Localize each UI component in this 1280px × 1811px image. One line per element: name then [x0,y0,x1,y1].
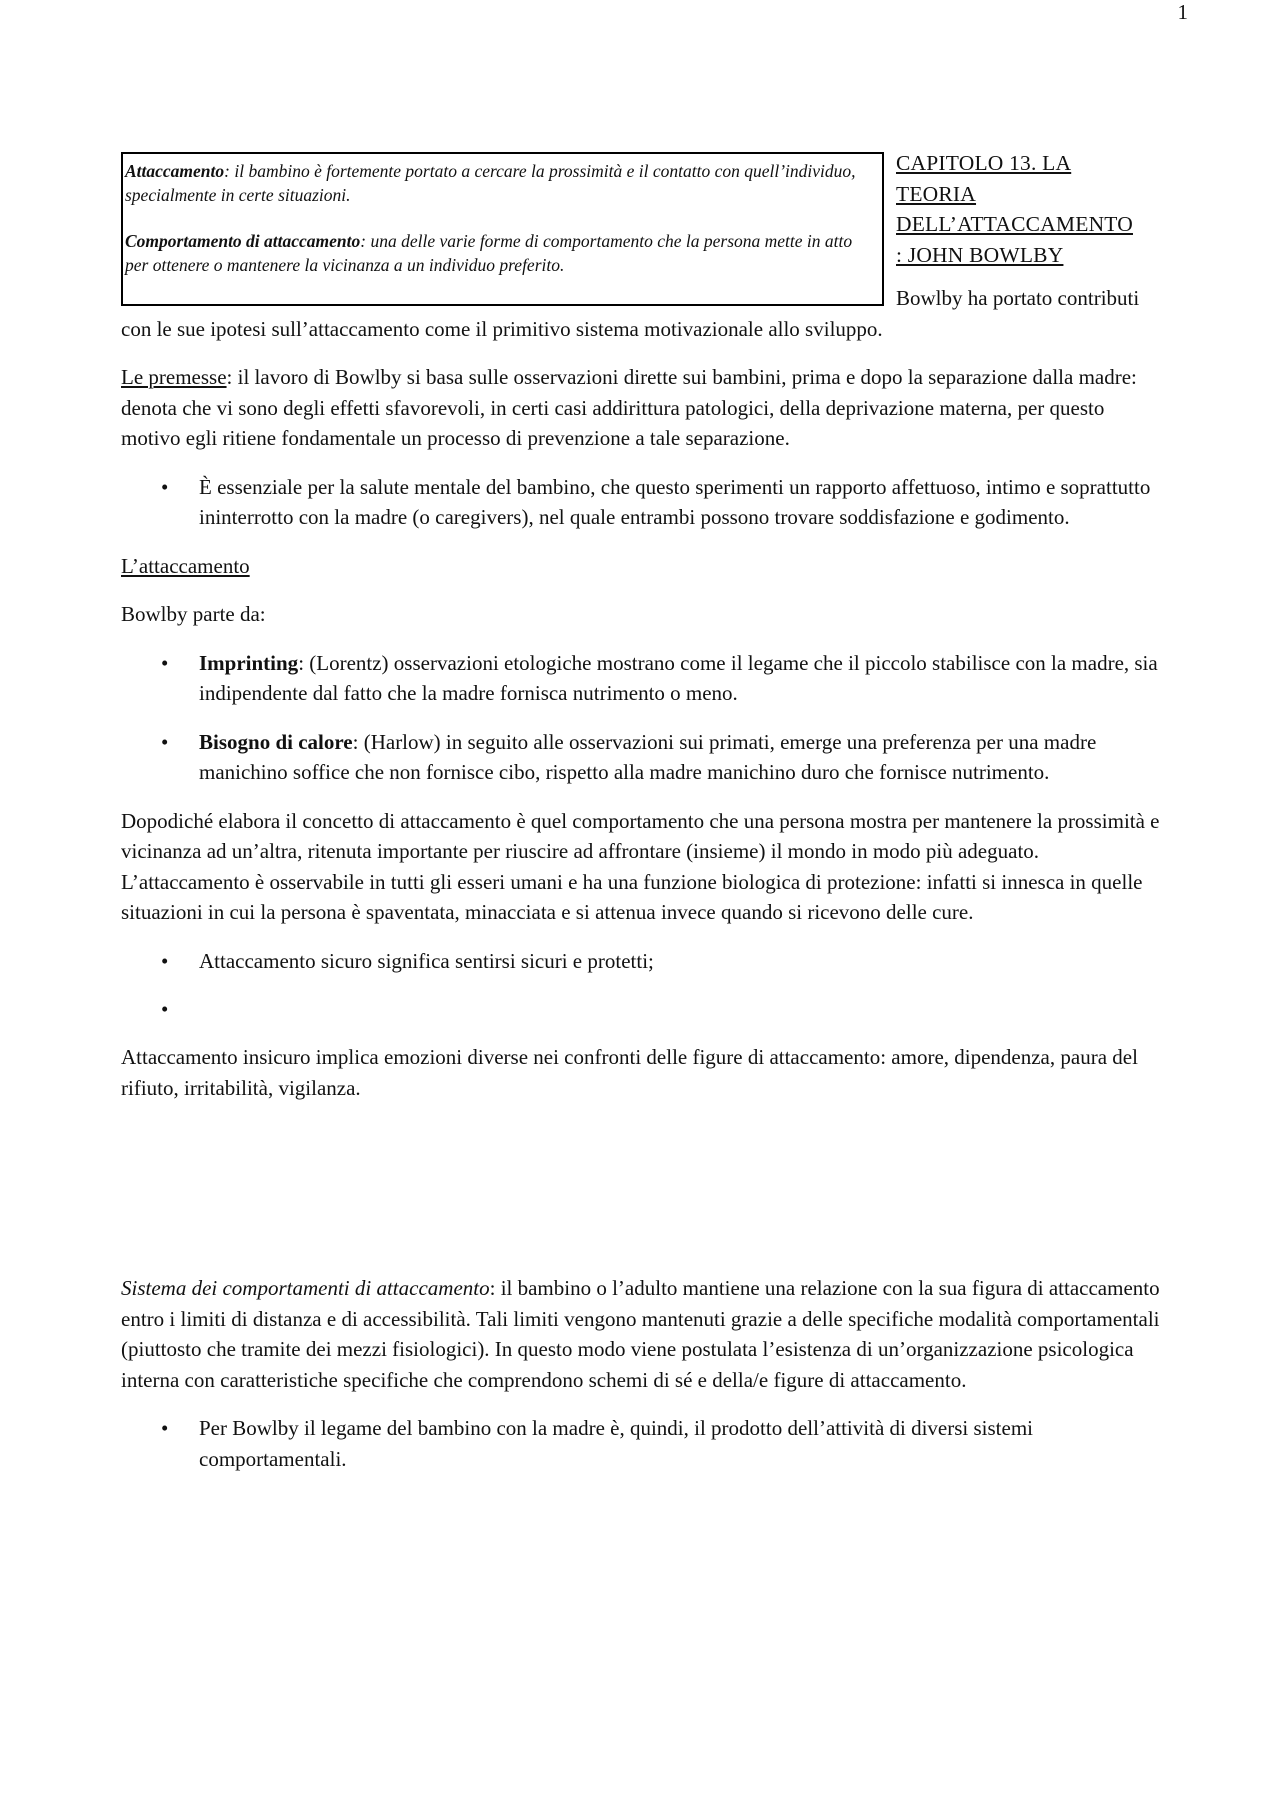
definitions-box [121,152,884,306]
bullet-icon: • [161,650,169,675]
definition-attachment-behaviour [125,230,870,277]
premesse-paragraph [121,362,1161,454]
bullet-icon: • [161,948,169,973]
list-item-empty [121,994,1161,1024]
section-heading-text: L’attaccamento [121,553,250,578]
bullet-icon: • [161,1416,169,1440]
document-body [121,148,1161,1492]
sistema-paragraph [121,1273,1161,1395]
dopodiche-paragraph: Dopodiché elabora il concetto di attaccamento è quel comportamento che una persona mostra per mantenere la prossimità e vicinanza ad un’altra, ritenuta importante per riuscire ad affrontare (insieme) il mondo in modo più adeguato. L’attaccamento è osservabile in tutti gli esseri umani e ha una funzione biologica di protezione: infatti si innesca in quelle situazioni in cui la persona è spaventata, minacciata e si attenua invece quando si ricevono delle cure. [121,808,1160,924]
list-item [121,727,1161,788]
list-item-text: Per Bowlby il legame del bambino con la madre è, quindi, il prodotto dell’attività di diversi sistemi comportamentali. [199,1416,1034,1471]
list-item-text: : (Lorentz) osservazioni etologiche mostrano come il legame che il piccolo stabilisce con la madre, sia indipendente dal fatto che la madre fornisca nutrimento o meno. [199,650,1158,705]
premesse-label: Le premesse [121,365,227,389]
chapter-title-line: TEORIA [896,181,977,206]
bullet-icon: • [161,729,169,754]
definition-text: : una delle varie forme di comportamento che la persona mette in atto per ottenere o mantenere la vicinanza a un individuo preferito. [125,231,853,275]
final-list [121,1413,1161,1474]
sistema-term: Sistema dei comportamenti di attaccamento [121,1276,490,1300]
intro-paragraph: Bowlby ha portato contributi con le sue ipotesi sull’attaccamento come il primitivo sistema motivazionale allo sviluppo. [121,286,1140,341]
list-item-term: Bisogno di calore [199,729,353,754]
chapter-title-line: DELL’ATTACCAMENTO [896,212,1133,236]
definition-text: : il bambino è fortemente portato a cercare la prossimità e il contatto con quell’individuo, specialmente in certe situazioni. [125,161,856,205]
definition-term: Attaccamento [125,161,225,181]
list-item-text: Attaccamento sicuro significa sentirsi sicuri e protetti; [199,948,654,973]
definition-attachment [125,160,870,207]
premesse-list [121,472,1161,533]
page-number: 1 [1177,0,1188,24]
list-item-term: Imprinting [199,650,299,675]
list-item-text: È essenziale per la salute mentale del bambino, che questo sperimenti un rapporto affettuoso, intimo e soprattutto ininterrotto con la madre (o caregivers), nel quale entrambi possono trovare soddisfazione e godimento. [199,474,1151,529]
list-item [121,946,1161,977]
bullet-icon: • [161,997,169,1021]
list-item-text: : (Harlow) in seguito alle osservazioni sui primati, emerge una preferenza per una madre manichino soffice che non fornisce cibo, rispetto alla madre manichino duro che fornisce nutrimento. [199,729,1097,784]
premesse-text: : il lavoro di Bowlby si basa sulle osservazioni dirette sui bambini, prima e dopo la separazione dalla madre: denota che vi sono degli effetti sfavorevoli, in certi casi addirittura patologici, della deprivazione materna, per questo motivo egli ritiene fondamentale un processo di prevenzione a tale separazione. [121,365,1137,450]
bullet-icon: • [161,474,169,499]
section-heading-attaccamento [121,551,1161,582]
bowlby-parte-paragraph: Bowlby parte da: [121,602,266,626]
list-item [121,1413,1161,1474]
chapter-title-line: CAPITOLO 13. LA [896,151,1072,175]
list-item [121,472,1161,533]
attachment-types-list [121,946,1161,1025]
sistema-text: : il bambino o l’adulto mantiene una relazione con la sua figura di attaccamento entro i limiti di distanza e di accessibilità. Tali limiti vengono mantenuti grazie a delle specifiche modalità comportamentali (piuttosto che tramite dei mezzi fisiologici). In questo modo viene postulata l’esistenza di un’organizzazione psicologica interna con caratteristiche specifiche che comprendono schemi di sé e della/e figure di attaccamento. [121,1276,1160,1392]
insecure-paragraph: Attaccamento insicuro implica emozioni diverse nei confronti delle figure di attaccamento: amore, dipendenza, paura del rifiuto, irritabilità, vigilanza. [121,1045,1138,1100]
chapter-title-line: : JOHN BOWLBY [896,242,1064,267]
definition-term: Comportamento di attaccamento [125,231,361,251]
list-item [121,648,1161,709]
origins-list [121,648,1161,788]
